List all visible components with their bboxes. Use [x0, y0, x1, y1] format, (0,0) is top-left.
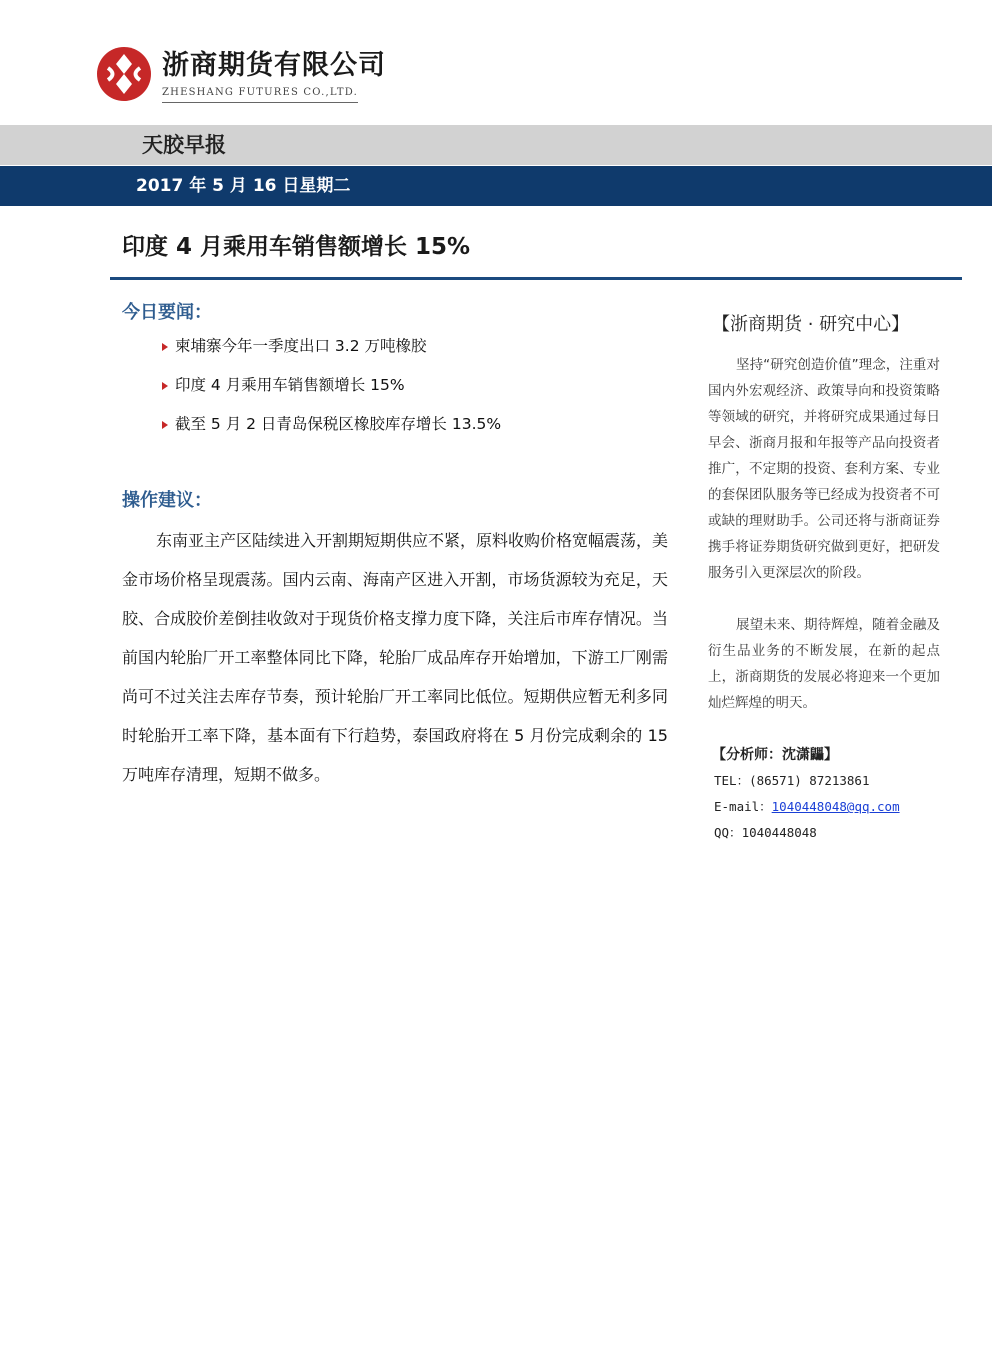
- bullet-triangle-icon: [162, 343, 168, 351]
- sidebar-title: 【浙商期货 · 研究中心】: [712, 314, 910, 335]
- qq-value: 1040448048: [741, 825, 817, 840]
- company-name-cn: 浙商期货有限公司: [162, 50, 386, 81]
- headline-divider: [110, 277, 962, 280]
- bullet-triangle-icon: [162, 382, 168, 390]
- news-list: [160, 332, 680, 449]
- news-item: [160, 332, 680, 371]
- news-item: [160, 371, 680, 410]
- contact-tel: [714, 770, 870, 792]
- tel-value: (86571) 87213861: [749, 773, 870, 788]
- news-item-text: 截至 5 月 2 日青岛保税区橡胶库存增长 13.5%: [175, 415, 502, 433]
- contact-email: [714, 796, 900, 818]
- email-label: E-mail：: [714, 799, 772, 814]
- sidebar-outlook-paragraph: 展望未来、期待辉煌，随着金融及衍生品业务的不断发展，在新的起点上，浙商期货的发展必将迎来一个更加灿烂辉煌的明天。: [708, 617, 940, 711]
- bullet-triangle-icon: [162, 421, 168, 429]
- advice-section-title: 操作建议：: [122, 490, 212, 511]
- news-item: [160, 410, 680, 449]
- report-type: 天胶早报: [142, 133, 226, 157]
- report-type-band: [0, 125, 992, 165]
- advice-body: 东南亚主产区陆续进入开割期短期供应不紧，原料收购价格宽幅震荡，美金市场价格呈现震荡。国内云南、海南产区进入开割，市场货源较为充足，天胶、合成胶价差倒挂收敛对于现货价格支撑力度下降，关注后市库存情况。当前国内轮胎厂开工率整体同比下降，轮胎厂成品库存开始增加，下游工厂刚需尚可不过关注去库存节奏，预计轮胎厂开工率同比低位。短期供应暂无利多同时轮胎开工率下降，基本面有下行趋势，泰国政府将在 5 月份完成剩余的 15 万吨库存清理，短期不做多。: [122, 531, 669, 784]
- tel-label: TEL：: [714, 773, 750, 788]
- sidebar-intro-paragraph: 坚持“研究创造价值”理念，注重对国内外宏观经济、政策导向和投资策略等领域的研究，并将研究成果通过每日早会、浙商月报和年报等产品向投资者推广，不定期的投资、套利方案、专业的套保团队服务等已经成为投资者不可或缺的理财助手。公司还将与浙商证券携手将证券期货研究做到更好，把研发服务引入更深层次的阶段。: [708, 357, 940, 581]
- news-item-text: 柬埔寨今年一季度出口 3.2 万吨橡胶: [175, 337, 427, 355]
- contact-qq: [714, 822, 817, 844]
- news-item-text: 印度 4 月乘用车销售额增长 15%: [175, 376, 405, 394]
- report-date: 2017 年 5 月 16 日星期二: [136, 176, 351, 196]
- qq-label: QQ：: [714, 825, 742, 840]
- headline: 印度 4 月乘用车销售额增长 15%: [122, 234, 471, 260]
- company-name-en: ZHESHANG FUTURES CO.,LTD.: [162, 86, 358, 103]
- analyst-name: 【分析师：沈潇鼺】: [712, 747, 838, 763]
- news-section-title: 今日要闻：: [122, 302, 212, 323]
- zheshang-logo-icon: [96, 46, 152, 102]
- date-band: [0, 166, 992, 206]
- email-link[interactable]: 1040448048@qq.com: [771, 799, 900, 814]
